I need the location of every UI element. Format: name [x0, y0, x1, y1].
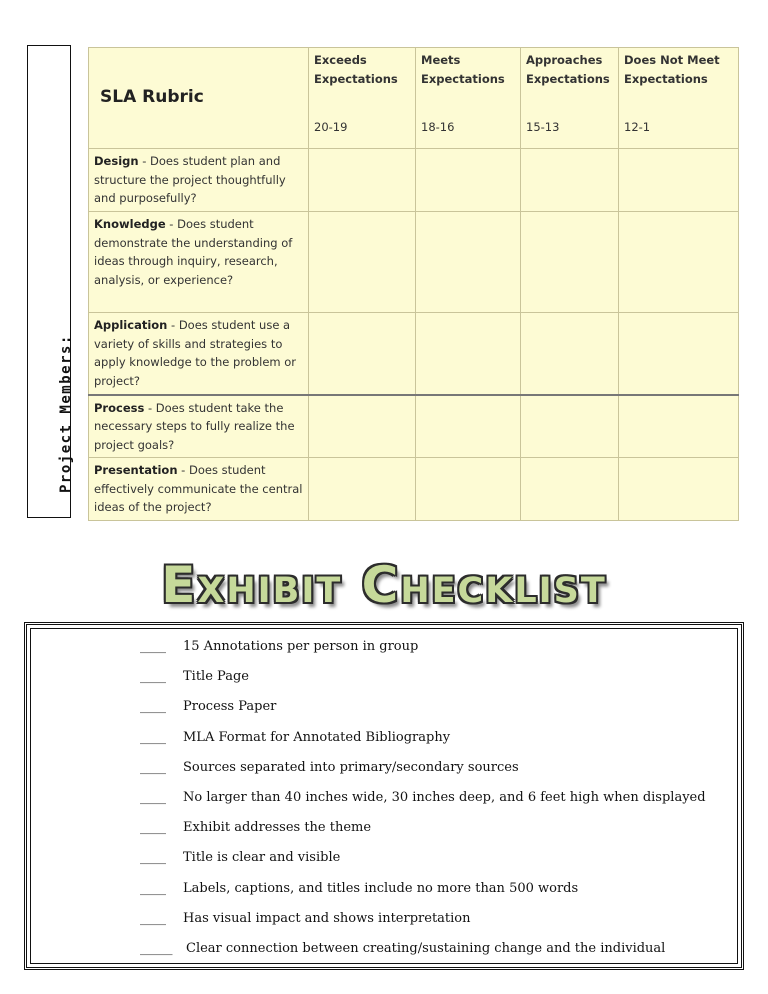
- score-cell[interactable]: [521, 458, 619, 521]
- checklist-item-text: Clear connection between creating/sustaining change and the individual: [186, 940, 666, 956]
- score-cell[interactable]: [521, 212, 619, 313]
- score-cell[interactable]: [416, 458, 521, 521]
- criterion-cell: [89, 313, 309, 395]
- criterion-cell: [89, 458, 309, 521]
- score-cell[interactable]: [309, 313, 416, 395]
- score-cell[interactable]: [619, 458, 739, 521]
- exhibit-checklist-box: [24, 622, 744, 970]
- score-cell[interactable]: [619, 149, 739, 212]
- check-blank[interactable]: ____: [140, 880, 166, 896]
- column-header-exceeds: [309, 48, 416, 149]
- score-cell[interactable]: [416, 313, 521, 395]
- checklist-item: [27, 911, 741, 941]
- checklist-item: [27, 760, 741, 790]
- rubric-title: SLA Rubric: [100, 87, 204, 108]
- column-label: Meets Expectations: [421, 53, 505, 86]
- score-cell[interactable]: [521, 313, 619, 395]
- criterion-name: Knowledge: [94, 217, 166, 231]
- score-cell[interactable]: [309, 149, 416, 212]
- column-score: 12-1: [624, 120, 651, 134]
- score-cell[interactable]: [309, 212, 416, 313]
- score-cell[interactable]: [309, 458, 416, 521]
- checklist-item: [27, 820, 741, 850]
- rubric-row-knowledge: [89, 212, 739, 313]
- column-score: 18-16: [421, 120, 455, 134]
- check-blank[interactable]: ____: [140, 759, 166, 775]
- column-label: Approaches Expectations: [526, 53, 610, 86]
- checklist-item: [27, 669, 741, 699]
- score-cell[interactable]: [309, 395, 416, 458]
- column-label: Does Not Meet Expectations: [624, 53, 720, 86]
- criterion-cell: [89, 212, 309, 313]
- exhibit-checklist-heading: Exhibit Checklist: [161, 556, 607, 614]
- project-members-label: Project Members:: [58, 334, 74, 493]
- check-blank[interactable]: ____: [140, 669, 166, 685]
- criterion-name: Presentation: [94, 463, 178, 477]
- checklist-item-text: Labels, captions, and titles include no more than 500 words: [183, 880, 579, 896]
- checklist-item: [27, 881, 741, 911]
- project-members-box: [27, 45, 74, 518]
- checklist-item: [27, 730, 741, 760]
- checklist-item-text: 15 Annotations per person in group: [183, 639, 419, 654]
- checklist-item: [27, 699, 741, 729]
- checklist-item-text: Process Paper: [183, 699, 277, 715]
- check-blank[interactable]: ____: [140, 910, 166, 926]
- criterion-cell: [89, 149, 309, 212]
- check-blank[interactable]: ____: [140, 699, 166, 715]
- check-blank[interactable]: ____: [140, 729, 166, 745]
- criterion-name: Design: [94, 154, 139, 168]
- checklist-item-text: Sources separated into primary/secondary sources: [183, 759, 519, 775]
- criterion-description: - Does student take the necessary steps to fully realize the project goals?: [94, 400, 295, 452]
- criterion-description: - Does student plan and structure the project thoughtfully and purposefully?: [94, 154, 286, 205]
- rubric-row-application: [89, 313, 739, 395]
- score-cell[interactable]: [521, 149, 619, 212]
- score-cell[interactable]: [619, 395, 739, 458]
- checklist-item: [27, 850, 741, 880]
- checklist-item: [27, 941, 741, 971]
- checklist-item: [27, 790, 741, 820]
- score-cell[interactable]: [416, 395, 521, 458]
- column-score: 15-13: [526, 120, 560, 134]
- score-cell[interactable]: [619, 313, 739, 395]
- score-cell[interactable]: [416, 212, 521, 313]
- checklist-item-text: Has visual impact and shows interpretation: [183, 910, 471, 926]
- score-cell[interactable]: [619, 212, 739, 313]
- rubric-header-row: [89, 48, 739, 149]
- check-blank[interactable]: ____: [140, 639, 166, 654]
- rubric-title-cell: [89, 48, 309, 149]
- checklist-item-text: MLA Format for Annotated Bibliography: [183, 729, 451, 745]
- checklist-item: [27, 639, 741, 669]
- criterion-cell: [89, 395, 309, 458]
- checklist-items: [27, 639, 741, 971]
- rubric-row-design: [89, 149, 739, 212]
- criterion-description: - Does student demonstrate the understanding of ideas through inquiry, research, analysis, or experience?: [94, 217, 293, 287]
- criterion-description: - Does student effectively communicate the central ideas of the project?: [94, 463, 303, 514]
- sla-rubric-table: [88, 47, 739, 521]
- check-blank[interactable]: ____: [140, 789, 166, 805]
- checklist-item-text: No larger than 40 inches wide, 30 inches deep, and 6 feet high when displayed: [183, 789, 706, 805]
- column-header-meets: [416, 48, 521, 149]
- criterion-name: Process: [94, 400, 145, 415]
- column-label: Exceeds Expectations: [314, 53, 398, 86]
- column-score: 20-19: [314, 120, 348, 134]
- column-header-does-not-meet: [619, 48, 739, 149]
- rubric-row-process: [89, 395, 739, 458]
- check-blank[interactable]: _____: [140, 940, 173, 956]
- criterion-description: - Does student use a variety of skills and strategies to apply knowledge to the problem or project?: [94, 318, 297, 388]
- checklist-item-text: Exhibit addresses the theme: [183, 820, 372, 836]
- checklist-item-text: Title Page: [183, 669, 249, 685]
- checklist-item-text: Title is clear and visible: [183, 850, 341, 866]
- criterion-name: Application: [94, 318, 168, 332]
- score-cell[interactable]: [521, 395, 619, 458]
- score-cell[interactable]: [416, 149, 521, 212]
- check-blank[interactable]: ____: [140, 850, 166, 866]
- check-blank[interactable]: ____: [140, 820, 166, 836]
- rubric-row-presentation: [89, 458, 739, 521]
- column-header-approaches: [521, 48, 619, 149]
